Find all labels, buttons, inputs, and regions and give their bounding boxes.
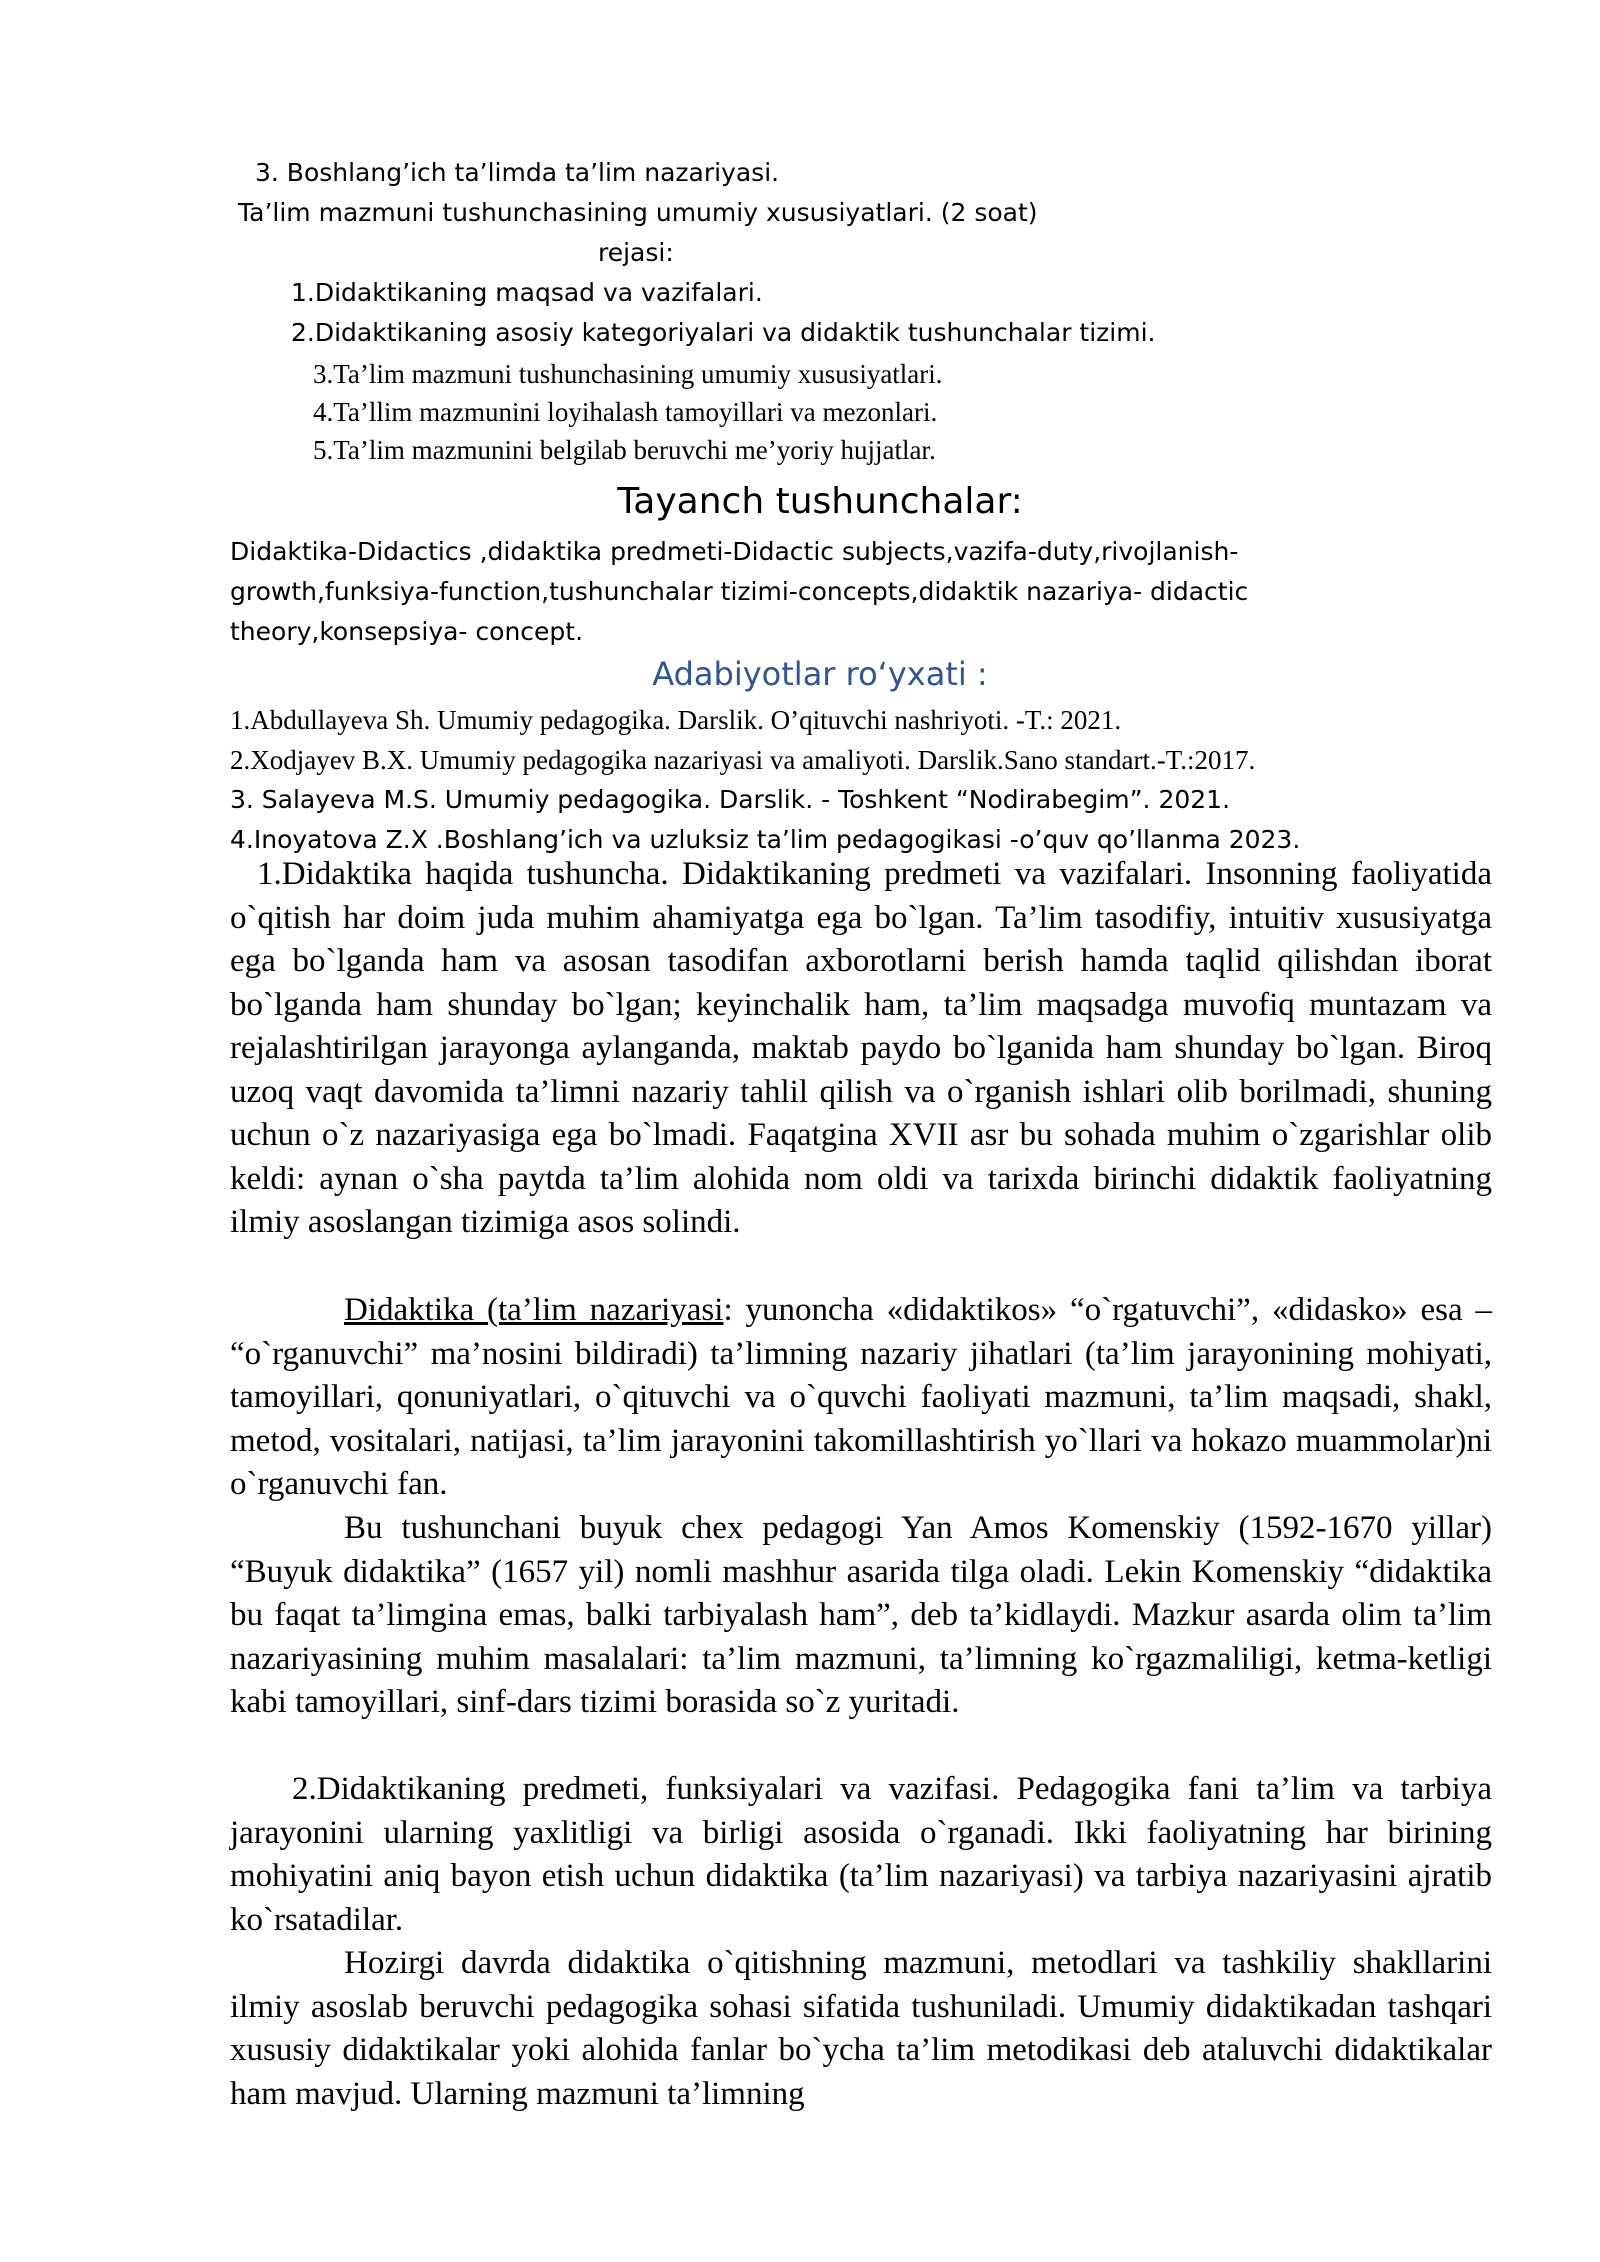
literature-item: 3. Salayeva M.S. Umumiy pedagogika. Darslik. - Toshkent “Nodirabegim”. 2021.: [230, 785, 1231, 814]
body-paragraph: Bu tushunchani buyuk chex pedagogi Yan Amos Komenskiy (1592-1670 yillar) “Buyuk didaktika” (1657 yil) nomli mashhur asarida tilga oladi. Lekin Komenskiy “didaktika bu faqat ta’limgina emas, balki tarbiyalash ham”, deb ta’kidlaydi. Mazkur asarda olim ta’lim nazariyasining muhim masalalari: ta’lim mazmuni, ta’limning ko`rgazmaliligi, ketma-ketligi kabi tamoyillari, sinf-dars tizimi borasida so`z yuritadi.: [230, 1510, 1492, 1720]
body-paragraph: Hozirgi davrda didaktika o`qitishning mazmuni, metodlari va tashkiliy shakllarini ilmiy asoslab beruvchi pedagogika sohasi sifatida tushuniladi. Umumiy didaktikadan tashqari xususiy didaktikalar yoki alohida fanlar bo`ycha ta’lim metodikasi deb ataluvchi didaktikalar ham mavjud. Ularning mazmuni ta’limning: [230, 1945, 1492, 2112]
didaktika-definition: : yunoncha «didaktikos» “o`rgatuvchi”, «didasko» esa – “o`rganuvchi” ma’nosini bildiradi) ta’limning nazariy jihatlari (ta’lim jarayonining mohiyati, tamoyillari, qonuniyatlari, o`qituvchi va o`quvchi faoliyati mazmuni, ta’lim maqsadi, shakl, metod, vositalari, natijasi, ta’lim jarayonini takomillashtirish yo`llari va hokazo muammolar)ni o`rganuvchi fan.: [230, 1292, 1492, 1502]
literature-item: 2.Xodjayev B.X. Umumiy pedagogika nazariyasi va amaliyoti. Darslik.Sano standart.-T.:2017.: [230, 745, 1256, 775]
plan-item: 1.Didaktikaning maqsad va vazifalari.: [291, 278, 763, 307]
topic-title: Ta’lim mazmuni tushunchasining umumiy xususiyatlari. (2 soat): [238, 198, 1038, 227]
lesson-title: 3. Boshlang’ich ta’limda ta’lim nazariyasi.: [255, 158, 780, 187]
plan-item: 4.Ta’llim mazmunini loyihalash tamoyillari va mezonlari.: [313, 397, 938, 427]
literature-item: 4.Inoyatova Z.X .Boshlang’ich va uzluksiz ta’lim pedagogikasi -o’quv qo’llanma 2023.: [230, 825, 1301, 854]
plan-label: rejasi:: [598, 238, 674, 267]
plan-item: 3.Ta’lim mazmuni tushunchasining umumiy xususiyatlari.: [313, 359, 943, 389]
body-paragraph: 1.Didaktika haqida tushuncha. Didaktikaning predmeti va vazifalari. Insonning faoliyatida o`qitish har doim juda muhim ahamiyatga ega bo`lgan. Ta’lim tasodifiy, intuitiv xususiyatga ega bo`lganda ham va asosan tasodifan axborotlarni berish hamda taqlid qilishdan iborat bo`lganda ham shunday bo`lgan; keyinchalik ham, ta’lim maqsadga muvofiq muntazam va rejalashtirilgan jarayonga aylanganda, maktab paydo bo`lganida ham shunday bo`lgan. Biroq uzoq vaqt davomida ta’limni nazariy tahlil qilish va o`rganish ishlari olib borilmadi, shuning uchun o`z nazariyasiga ega bo`lmadi. Faqatgina XVII asr bu sohada muhim o`zgarishlar olib keldi: aynan o`sha paytda ta’lim alohida nom oldi va tarixda birinchi didaktik faoliyatning ilmiy asoslangan tizimiga asos solindi.: [230, 856, 1492, 1240]
plan-item: 2.Didaktikaning asosiy kategoriyalari va didaktik tushunchalar tizimi.: [291, 318, 1156, 347]
keywords-heading: Tayanch tushunchalar:: [617, 481, 1023, 522]
body-paragraph: 2.Didaktikaning predmeti, funksiyalari va vazifasi. Pedagogika fani ta’lim va tarbiya jarayonini ularning yaxlitligi va birligi asosida o`rganadi. Ikki faoliyatning har birining mohiyatini aniq bayon etish uchun didaktika (ta’lim nazariyasi) va tarbiya nazariyasini ajratib ko`rsatadilar.: [230, 1771, 1492, 1938]
literature-item: 1.Abdullayeva Sh. Umumiy pedagogika. Darslik. O’qituvchi nashriyoti. -T.: 2021.: [230, 705, 1122, 735]
literature-heading: Adabiyotlar ro‘yxati :: [652, 655, 988, 693]
body-paragraph: [230, 1289, 1492, 1507]
plan-item: 5.Ta’lim mazmunini belgilab beruvchi me’yoriy hujjatlar.: [313, 435, 936, 465]
didaktika-term: Didaktika (ta’lim nazariyasi: [344, 1292, 724, 1328]
keywords-text: Didaktika-Didactics ,didaktika predmeti-Didactic subjects,vazifa-duty,rivojlanish-growth,funksiya-function,tushunchalar tizimi-concepts,didaktik nazariya- didactic theory,konsepsiya- concept.: [230, 537, 1249, 646]
